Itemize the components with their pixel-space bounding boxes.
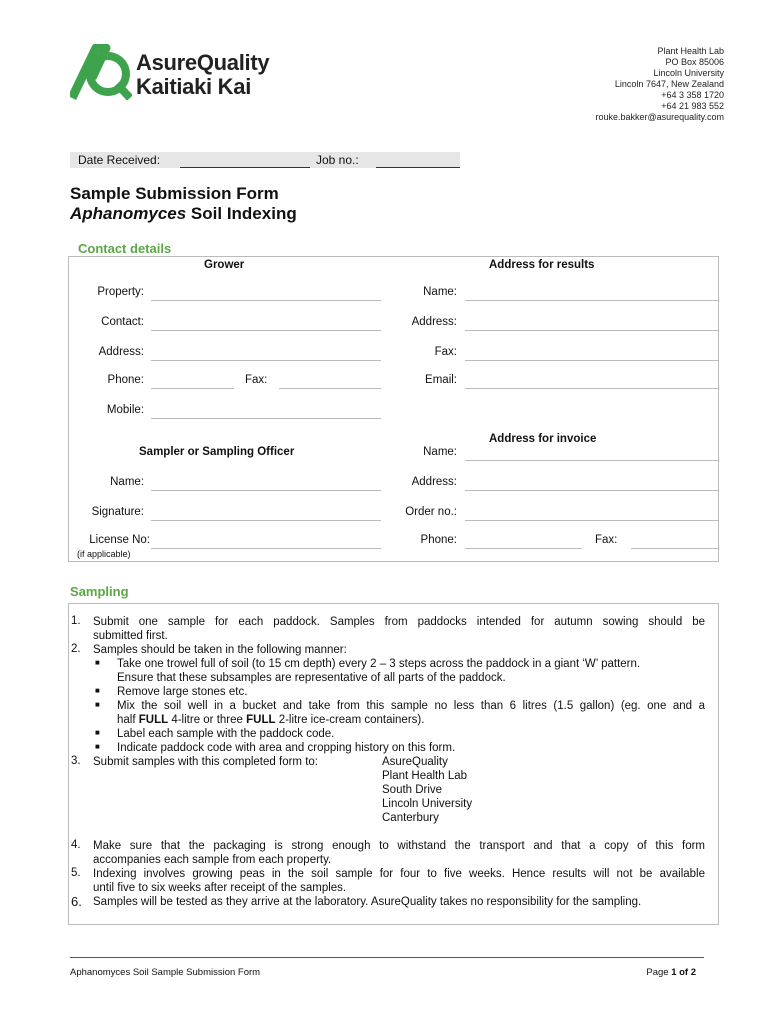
subtitle-rest: Soil Indexing (186, 204, 297, 223)
bullet-icon: ■ (95, 742, 100, 751)
grower-fax-field[interactable] (279, 388, 381, 389)
asurequality-logo (70, 44, 310, 102)
sampling-instructions-box (68, 603, 719, 925)
address-line: Plant Health Lab (657, 46, 724, 56)
bullet1-line1: Take one trowel full of soil (to 15 cm depth) every 2 – 3 steps across the paddock in a giant ‘W’ pattern. (117, 658, 641, 670)
invoice-address-heading: Address for invoice (489, 433, 597, 445)
if-applicable-note: (if applicable) (77, 549, 131, 559)
email-line: rouke.bakker@asurequality.com (595, 112, 724, 122)
grower-address-field[interactable] (151, 360, 381, 361)
results-address-heading: Address for results (489, 259, 595, 271)
item6-text: Samples will be tested as they arrive at the laboratory. AsureQuality takes no responsibility for the sampling. (93, 896, 642, 908)
item-number: 1. (71, 615, 81, 627)
date-received-label: Date Received: (78, 153, 161, 167)
form-title: Sample Submission Form (70, 184, 279, 203)
contact-details-heading: Contact details (78, 241, 172, 256)
logo-text-asurequality: AsureQuality (136, 50, 270, 75)
results-address-label: Address: (411, 316, 457, 328)
bullet5-text: Indicate paddock code with area and cropping history on this form. (117, 742, 456, 754)
bullet-icon: ■ (95, 686, 100, 695)
invoice-fax-label: Fax: (595, 534, 618, 546)
invoice-address-field[interactable] (465, 490, 719, 491)
invoice-address-label: Address: (411, 476, 457, 488)
job-no-field[interactable] (376, 154, 460, 168)
item2-text: Samples should be taken in the following manner: (93, 644, 347, 656)
contact-field[interactable] (151, 330, 381, 331)
signature-label: Signature: (91, 506, 144, 518)
footer-form-name: Aphanomyces Soil Sample Submission Form (70, 967, 261, 978)
bullet1-line2: Ensure that these subsamples are representative of all parts of the paddock. (117, 672, 506, 684)
sampling-heading: Sampling (70, 584, 129, 599)
lab-address-block (595, 46, 724, 123)
bullet-icon: ■ (95, 658, 100, 667)
item-number: 5. (71, 867, 81, 879)
results-name-field[interactable] (465, 300, 719, 301)
page-number: Page 1 of 2 (646, 967, 696, 978)
mobile-label: Mobile: (106, 404, 144, 416)
grower-phone-field[interactable] (151, 388, 234, 389)
property-field[interactable] (151, 300, 381, 301)
aq-logo-mark-icon (70, 44, 132, 100)
submit-address-line: Canterbury (382, 812, 439, 824)
item1-line2: submitted first. (93, 630, 168, 642)
footer-divider (70, 957, 704, 958)
submit-address-line: AsureQuality (382, 756, 448, 768)
item3-text: Submit samples with this completed form to: (93, 756, 318, 768)
submit-address-line: Plant Health Lab (382, 770, 468, 782)
address-line: Lincoln 7647, New Zealand (614, 79, 724, 89)
date-received-row (70, 152, 460, 168)
results-fax-field[interactable] (465, 360, 719, 361)
item-number: 2. (71, 643, 81, 655)
item5-line1: Indexing involves growing peas in the soil sample for four to five weeks. Hence results will not be available (93, 868, 705, 880)
invoice-phone-label: Phone: (420, 534, 457, 546)
sampler-name-label: Name: (110, 476, 144, 488)
item4-line2: accompanies each sample from each property. (93, 854, 332, 866)
results-address-field[interactable] (465, 330, 719, 331)
item-number: 6. (71, 894, 82, 909)
results-email-label: Email: (425, 374, 457, 386)
order-no-label: Order no.: (405, 506, 457, 518)
grower-fax-label: Fax: (245, 374, 268, 386)
invoice-name-label: Name: (423, 446, 457, 458)
invoice-name-field[interactable] (465, 460, 719, 461)
contact-label: Contact: (101, 316, 144, 328)
property-label: Property: (97, 286, 144, 298)
grower-address-label: Address: (98, 346, 144, 358)
address-line: Lincoln University (653, 68, 724, 78)
results-fax-label: Fax: (434, 346, 457, 358)
bullet4-text: Label each sample with the paddock code. (117, 728, 335, 740)
bullet2-text: Remove large stones etc. (117, 686, 248, 698)
invoice-phone-field[interactable] (465, 548, 582, 549)
item4-line1: Make sure that the packaging is strong enough to withstand the transport and that a copy of this form (93, 840, 705, 852)
job-no-label: Job no.: (316, 153, 359, 167)
license-label: License No: (89, 534, 150, 546)
item-number: 4. (71, 839, 81, 851)
results-email-field[interactable] (465, 388, 719, 389)
bullet3-line2: half FULL 4-litre or three FULL 2-litre ice-cream containers). (117, 714, 425, 726)
item-number: 3. (71, 755, 81, 767)
mobile-field[interactable] (151, 418, 381, 419)
address-line: +64 21 983 552 (661, 101, 724, 111)
logo-text-kaitiaki-kai: Kaitiaki Kai (136, 74, 252, 99)
address-line: +64 3 358 1720 (661, 90, 724, 100)
address-line: PO Box 85006 (665, 57, 724, 67)
date-received-field[interactable] (180, 154, 310, 168)
order-no-field[interactable] (465, 520, 719, 521)
bullet-icon: ■ (95, 700, 100, 709)
submit-address-line: Lincoln University (382, 798, 473, 810)
subtitle-italic: Aphanomyces (70, 204, 187, 223)
results-name-label: Name: (423, 286, 457, 298)
sampler-heading: Sampler or Sampling Officer (139, 446, 295, 458)
grower-heading: Grower (204, 259, 245, 271)
bullet-icon: ■ (95, 728, 100, 737)
grower-phone-label: Phone: (107, 374, 144, 386)
form-subtitle (70, 204, 297, 224)
sampler-name-field[interactable] (151, 490, 381, 491)
invoice-fax-field[interactable] (631, 548, 719, 549)
submit-address-line: South Drive (382, 784, 443, 796)
license-field[interactable] (151, 548, 381, 549)
item5-line2: until five to six weeks after receipt of the samples. (93, 882, 347, 894)
item1-line1: Submit one sample for each paddock. Samples from paddocks intended for autumn sowing should be (93, 616, 705, 628)
contact-details-box (68, 256, 719, 562)
bullet3-line1: Mix the soil well in a bucket and take from this sample no less than 6 litres (1.5 gallon) (eg. one and a (117, 700, 705, 712)
signature-field[interactable] (151, 520, 381, 521)
